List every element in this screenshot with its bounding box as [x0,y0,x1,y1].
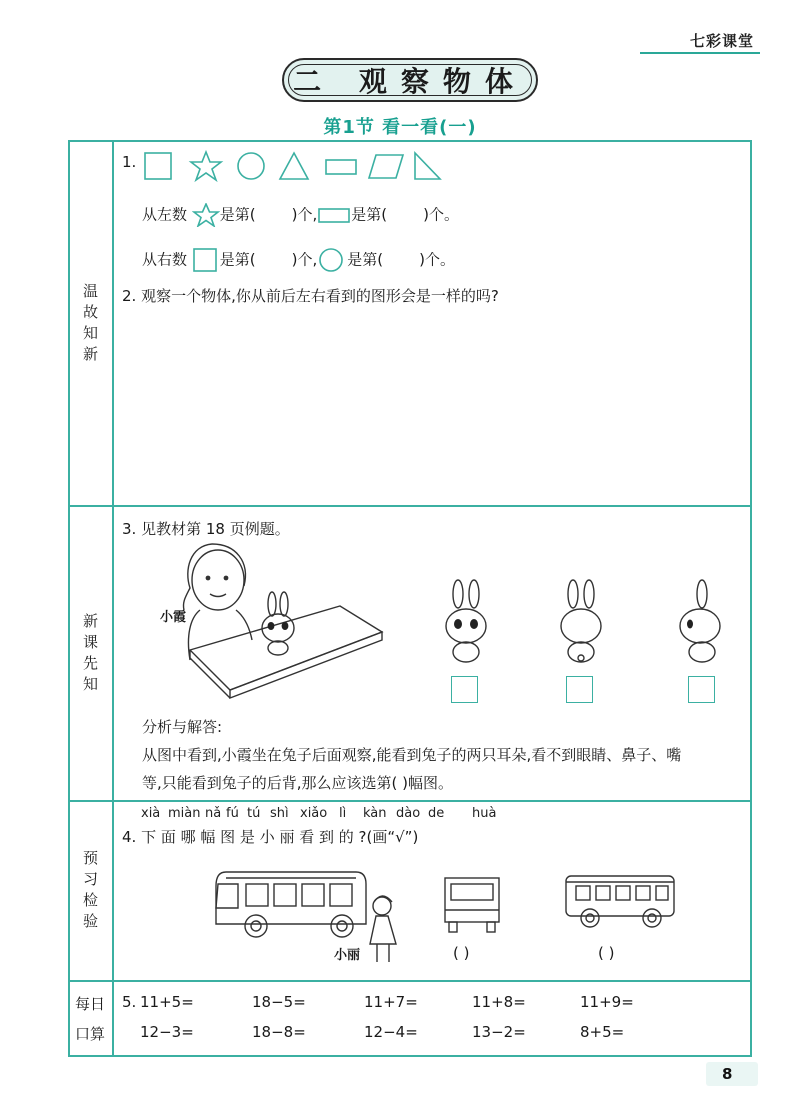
section-title: 第1节 看一看(一) [323,117,477,138]
q2-text: 2. 观察一个物体,你从前后左右看到的图形会是一样的吗? [122,287,499,305]
girl-with-rabbit-illustration [160,540,390,700]
q1-number: 1. [122,153,137,171]
q1-line1-prefix: 从左数 [142,205,188,224]
q4-answer-left[interactable]: ( ) [453,944,470,962]
section-label-daily [70,980,112,1057]
q5-item: 18−8= [252,1023,306,1041]
q4-answer-right[interactable]: ( ) [598,944,615,962]
q1-line1-end: )个。 [423,205,459,224]
q5-number: 5. [122,993,137,1011]
label-column-divider [112,140,114,1057]
rabbit-back-view [553,578,609,668]
brand-underline [640,52,760,54]
label-text: 新课先知 [83,611,99,693]
square-icon [192,247,220,273]
q1-line1-mid2: )个, [291,205,318,224]
q5-item: 11+8= [472,993,526,1011]
square-icon [145,153,171,179]
star-icon [192,203,220,227]
chapter-title: 二 观察物体 [282,58,538,102]
q4-pinyin: de [428,806,445,821]
divider-new-preview [68,800,752,802]
q5-item: 12−4= [364,1023,418,1041]
q4-pinyin: xiǎo [300,806,328,821]
divider-review-new [68,505,752,507]
q4-pinyin: miàn [168,806,201,821]
girl-dress-icon [370,916,396,944]
q4-girl-name: 小丽 [334,948,361,963]
answer-box-side[interactable] [688,676,715,703]
rabbit-ear-icon [268,592,276,616]
q1-line2 [142,247,455,273]
answer-box-back[interactable] [566,676,593,703]
q1-line1 [142,203,459,227]
circle-icon [317,247,347,273]
q1-shape-row [140,148,450,184]
q4-pinyin: huà [472,806,497,821]
bus-front-view [441,874,503,936]
rabbit-front-view [438,578,494,668]
q4-pinyin: fú [226,806,239,821]
rectangle-icon [317,205,351,225]
label-text: 每日口算 [75,994,106,1043]
girl-face-icon [192,550,244,610]
label-text: 预习检验 [83,849,99,930]
q1-line1-mid3: 是第( [351,205,388,224]
q5-item: 13−2= [472,1023,526,1041]
brand-logo: 七彩课堂 [689,32,754,50]
section-label-review [70,140,112,505]
q1-line2-mid1: 是第( [219,250,256,269]
bus-wheel-icon [245,915,267,937]
q4-text: 4. 下 面 哪 幅 图 是 小 丽 看 到 的 ?(画“√”) [122,828,419,846]
q5-item: 12−3= [140,1023,194,1041]
bus-wheel-icon [331,915,353,937]
bus-side-view [562,872,680,934]
label-text: 温故知新 [83,281,99,363]
q4-pinyin: dào [396,806,421,821]
section-label-new [70,505,112,800]
answer-box-front[interactable] [451,676,478,703]
q5-item: 11+9= [580,993,634,1011]
q4-pinyin: shì [270,806,289,821]
q3-analysis-line1: 从图中看到,小霞坐在兔子后面观察,能看到兔子的两只耳朵,看不到眼睛、鼻子、嘴 [142,746,682,764]
divider-preview-daily [68,980,752,982]
q5-item: 11+7= [364,993,418,1011]
q3-girl-name: 小霞 [160,610,187,625]
rectangle-icon [326,160,356,174]
q1-line2-mid3: 是第( [347,250,384,269]
q3-analysis-label: 分析与解答: [142,718,223,736]
q4-pinyin: xià [141,806,161,821]
q5-item: 8+5= [580,1023,625,1041]
circle-icon [238,153,264,179]
right-triangle-icon [415,153,440,179]
section-label-preview [70,800,112,980]
star-icon [191,152,221,180]
q4-pinyin: lì [339,806,347,821]
q5-item: 11+5= [140,993,194,1011]
rabbit-side-view [672,578,728,668]
page-number: 8 [722,1065,733,1083]
q3-text: 3. 见教材第 18 页例题。 [122,520,290,538]
table-icon [190,606,382,690]
q4-pinyin: tú [247,806,261,821]
q4-pinyin: kàn [363,806,387,821]
q1-line2-end: )个。 [419,250,455,269]
q4-pinyin: nǎ [205,806,222,821]
q1-line1-mid1: 是第( [219,205,256,224]
q1-line2-mid2: )个, [291,250,318,269]
bus-scene-illustration [206,862,406,972]
triangle-icon [280,153,308,179]
q3-analysis-line2: 等,只能看到兔子的后背,那么应该选第( )幅图。 [142,774,454,792]
q5-item: 18−5= [252,993,306,1011]
parallelogram-icon [369,155,403,178]
q1-line2-prefix: 从右数 [142,250,188,269]
